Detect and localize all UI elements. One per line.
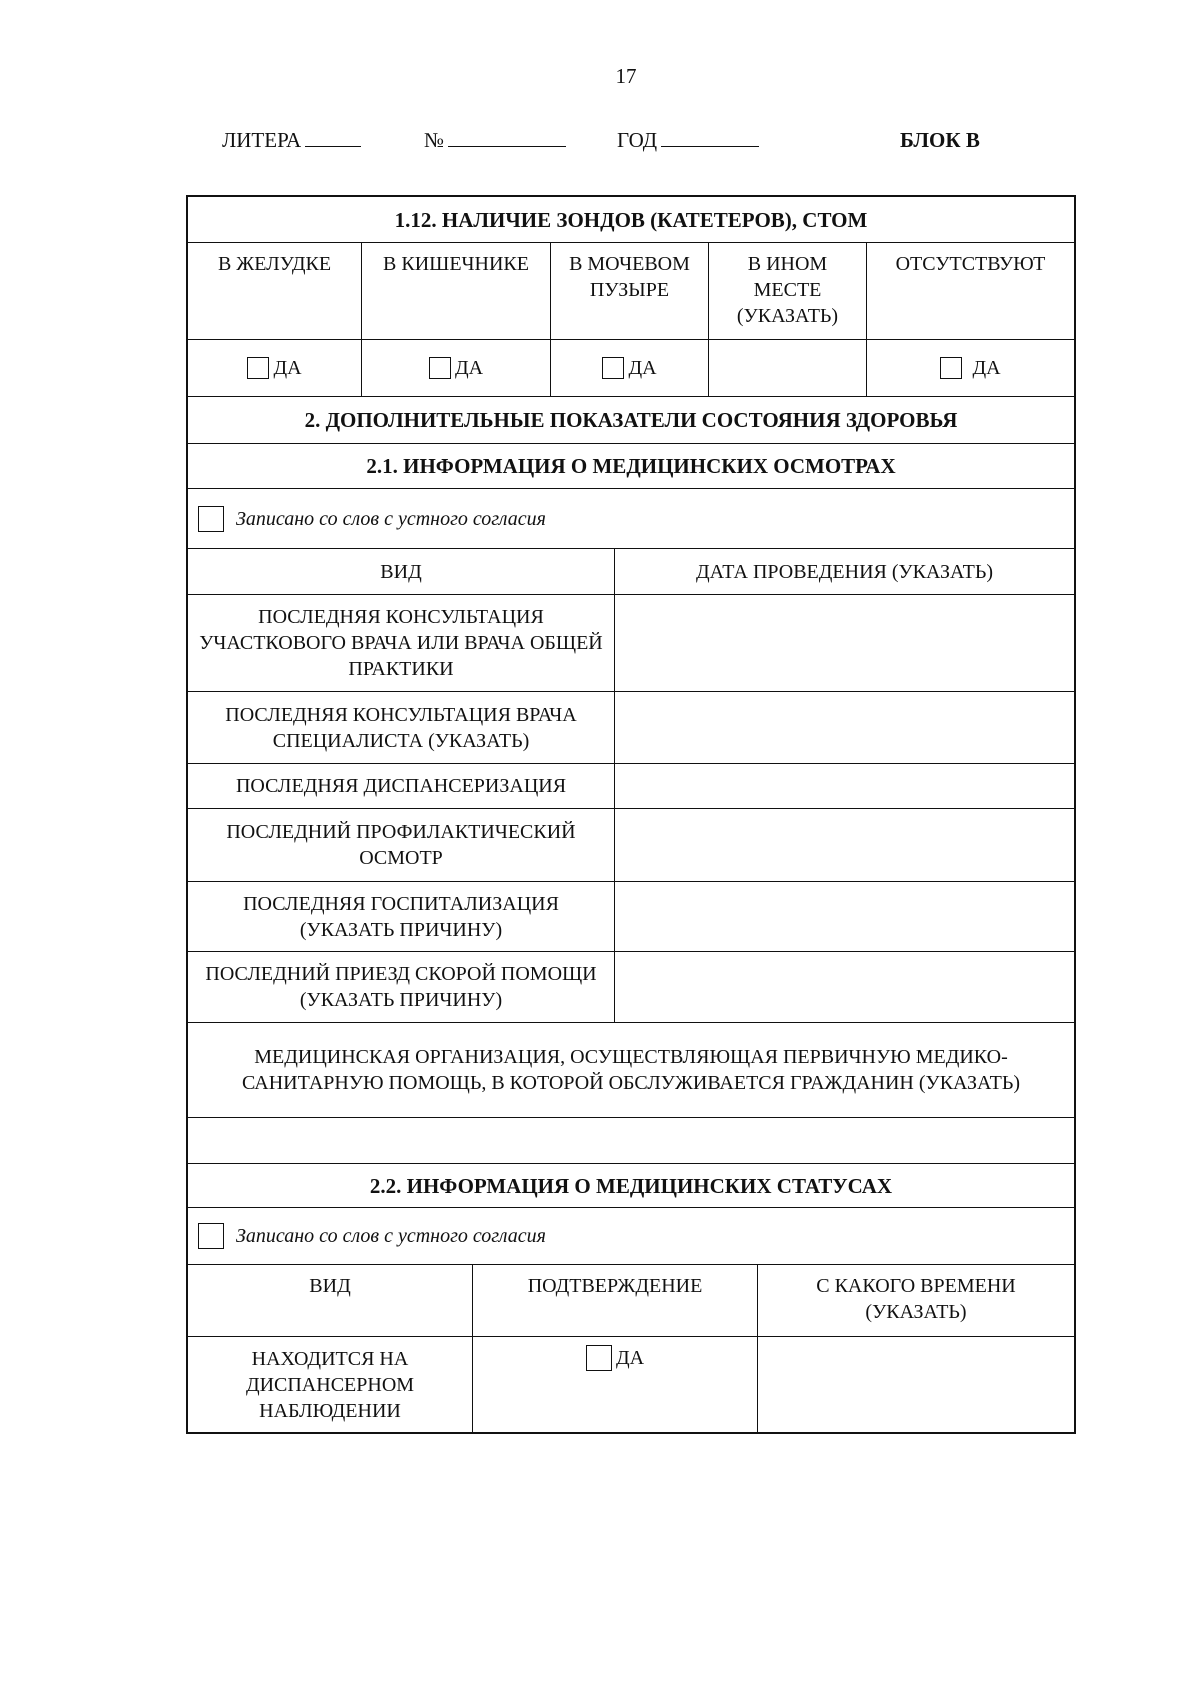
intestine-checkbox[interactable]	[429, 357, 451, 379]
form-header	[0, 128, 1101, 160]
yes-label: ДА	[273, 357, 302, 379]
exam-label: ПОСЛЕДНЯЯ КОНСУЛЬТАЦИЯ УЧАСТКОВОГО ВРАЧА ИЛИ ВРАЧА ОБЩЕЙ ПРАКТИКИ	[199, 606, 603, 680]
litera-label: ЛИТЕРА	[222, 128, 302, 152]
exam-date-input[interactable]	[614, 882, 1074, 951]
section-2-header	[188, 396, 1074, 443]
column-confirmation: ПОДТВЕРЖДЕНИЕ	[472, 1265, 757, 1336]
section-title: 2. ДОПОЛНИТЕЛЬНЫЕ ПОКАЗАТЕЛИ СОСТОЯНИЯ ЗДОРОВЬЯ	[304, 408, 958, 432]
organization-label: МЕДИЦИНСКАЯ ОРГАНИЗАЦИЯ, ОСУЩЕСТВЛЯЮЩАЯ ПЕРВИЧНУЮ МЕДИКО-САНИТАРНУЮ ПОМОЩЬ, В КОТОРОЙ ОБСЛУЖИВАЕТСЯ ГРАЖДАНИН (УКАЗАТЬ)	[241, 1046, 1021, 1094]
column-kind: ВИД	[380, 560, 422, 583]
table-row	[188, 881, 1074, 951]
section-title: 1.12. НАЛИЧИЕ ЗОНДОВ (КАТЕТЕРОВ), СТОМ	[394, 207, 868, 232]
section-title: 2.1. ИНФОРМАЦИЯ О МЕДИЦИНСКИХ ОСМОТРАХ	[366, 454, 896, 478]
page-number: 17	[615, 64, 637, 88]
section-2-2-header	[188, 1163, 1074, 1207]
exam-label: ПОСЛЕДНИЙ ПРИЕЗД СКОРОЙ ПОМОЩИ (УКАЗАТЬ ПРИЧИНУ)	[205, 963, 597, 1011]
litera-input[interactable]	[305, 128, 361, 147]
absent-checkbox[interactable]	[940, 357, 962, 379]
health-form	[186, 195, 1076, 1434]
table-row	[188, 808, 1074, 881]
yes-label: ДА	[972, 357, 1001, 379]
column-other-location: В ИНОМ МЕСТЕ (УКАЗАТЬ)	[708, 243, 866, 339]
catheter-columns-row	[188, 242, 1074, 339]
number-field	[424, 128, 566, 153]
consent-row	[188, 488, 1074, 548]
dispensary-checkbox[interactable]	[586, 1345, 612, 1371]
column-stomach: В ЖЕЛУДКЕ	[217, 253, 332, 275]
table-row	[188, 763, 1074, 808]
yes-label: ДА	[628, 357, 657, 379]
column-date: ДАТА ПРОВЕДЕНИЯ (УКАЗАТЬ)	[614, 549, 1074, 594]
year-input[interactable]	[661, 128, 759, 147]
exam-label: ПОСЛЕДНИЙ ПРОФИЛАКТИЧЕСКИЙ ОСМОТР	[226, 821, 576, 869]
exam-date-input[interactable]	[614, 692, 1074, 763]
consent-label: Записано со слов с устного согласия	[236, 507, 546, 530]
table-row	[188, 951, 1074, 1022]
table-row	[188, 691, 1074, 763]
consent-option	[188, 489, 1074, 548]
litera-field	[222, 128, 361, 153]
yes-label: ДА	[454, 357, 484, 379]
status-since-input[interactable]	[757, 1337, 1074, 1432]
organization-input[interactable]	[188, 1118, 1074, 1163]
answer-absent	[866, 340, 1074, 396]
answer-intestine	[361, 340, 550, 396]
section-1-12-header	[188, 197, 1074, 242]
consent-checkbox[interactable]	[198, 506, 224, 532]
column-kind: ВИД	[309, 1275, 351, 1297]
section-2-1-header	[188, 443, 1074, 488]
organization-row	[188, 1022, 1074, 1117]
stomach-checkbox[interactable]	[247, 357, 269, 379]
exam-date-input[interactable]	[614, 809, 1074, 881]
exam-label: ПОСЛЕДНЯЯ ГОСПИТАЛИЗАЦИЯ (УКАЗАТЬ ПРИЧИНУ)	[243, 892, 559, 941]
column-absent: ОТСУТСТВУЮТ	[866, 243, 1074, 339]
exam-date-input[interactable]	[614, 595, 1074, 691]
block-label: БЛОК В	[900, 128, 980, 152]
answer-bladder	[550, 340, 708, 396]
consent-option	[188, 1208, 1074, 1264]
exam-date-input[interactable]	[614, 952, 1074, 1022]
number-label: №	[424, 128, 445, 152]
number-input[interactable]	[448, 128, 566, 147]
column-intestine: В КИШЕЧНИКЕ	[361, 243, 550, 339]
section-title: 2.2. ИНФОРМАЦИЯ О МЕДИЦИНСКИХ СТАТУСАХ	[369, 1173, 893, 1198]
status-label: НАХОДИТСЯ НА ДИСПАНСЕРНОМ НАБЛЮДЕНИИ	[245, 1347, 415, 1422]
statuses-header-row	[188, 1264, 1074, 1336]
status-confirmation	[472, 1337, 757, 1432]
yes-label: ДА	[615, 1347, 645, 1369]
exams-header-row	[188, 548, 1074, 594]
year-field	[617, 128, 759, 153]
column-bladder: В МОЧЕВОМ ПУЗЫРЕ	[550, 243, 708, 339]
table-row	[188, 1336, 1074, 1432]
catheter-answers-row	[188, 339, 1074, 396]
exam-date-input[interactable]	[614, 764, 1074, 808]
answer-other-location-input[interactable]	[708, 340, 866, 396]
table-row	[188, 594, 1074, 691]
bladder-checkbox[interactable]	[602, 357, 624, 379]
answer-stomach	[188, 340, 361, 396]
consent-checkbox[interactable]	[198, 1223, 224, 1249]
consent-row	[188, 1207, 1074, 1264]
organization-input-row	[188, 1117, 1074, 1163]
consent-label: Записано со слов с устного согласия	[236, 1225, 546, 1247]
year-label: ГОД	[617, 128, 658, 152]
column-since: С КАКОГО ВРЕМЕНИ (УКАЗАТЬ)	[757, 1265, 1074, 1336]
exam-label: ПОСЛЕДНЯЯ ДИСПАНСЕРИЗАЦИЯ	[235, 775, 567, 797]
exam-label: ПОСЛЕДНЯЯ КОНСУЛЬТАЦИЯ ВРАЧА СПЕЦИАЛИСТА (УКАЗАТЬ)	[225, 703, 577, 752]
